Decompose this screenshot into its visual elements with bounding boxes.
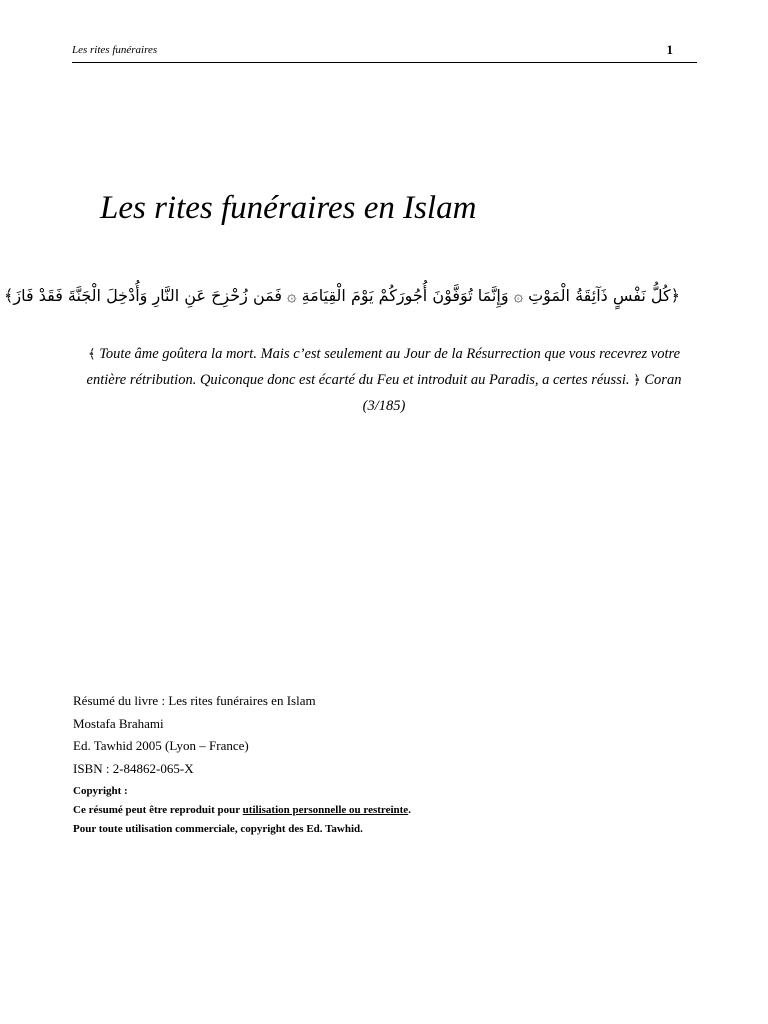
- header-title: Les rites funéraires: [72, 44, 158, 56]
- book-isbn: ISBN : 2-84862-065-X: [73, 760, 194, 776]
- page-number: 1: [666, 42, 673, 57]
- copyright-usage-underlined: utilisation personnelle ou restreinte: [242, 804, 409, 816]
- copyright-line-2: Pour toute utilisation commerciale, copyright des Ed. Tawhid.: [73, 823, 363, 835]
- book-author: Mostafa Brahami: [73, 715, 164, 731]
- quote-text: Toute âme goûtera la mort. Mais c’est seulement au Jour de la Résurrection que vous recevrez votre entière rétribution. Quiconque donc est écarté du Feu et introduit au Paradis, a certes réussi.: [86, 346, 681, 388]
- copyright-line-1: [73, 801, 693, 820]
- copyright-block: [73, 782, 693, 839]
- book-summary-line: Résumé du livre : Les rites funéraires en Islam: [73, 693, 316, 708]
- quote-open-bracket: ﴾: [87, 346, 96, 361]
- page-header: [72, 42, 697, 63]
- arabic-verse: ﴿كُلُّ نَفْسٍ ذَآئِقَةُ الْمَوْتِ ۞ وَإِنَّمَا تُوَفَّوْنَ أُجُورَكُمْ يَوْمَ الْقِيَامَةِ ۞ فَمَن زُحْزِحَ عَنِ النَّارِ وَأُدْخِلَ الْجَنَّةَ فَقَدْ فَازَ﴾: [3, 286, 680, 305]
- copyright-line-1-prefix: Ce résumé peut être reproduit pour: [73, 804, 243, 816]
- copyright-line-1-suffix: .: [408, 804, 411, 816]
- french-translation-quote: [78, 341, 690, 419]
- book-publisher: Ed. Tawhid 2005 (Lyon – France): [73, 738, 249, 753]
- quote-close-bracket: ﴿: [633, 372, 641, 387]
- document-title: Les rites funéraires en Islam: [100, 190, 477, 226]
- book-info: [73, 690, 693, 839]
- quote-source: Coran (3/185): [362, 372, 682, 414]
- copyright-label: Copyright :: [73, 785, 128, 797]
